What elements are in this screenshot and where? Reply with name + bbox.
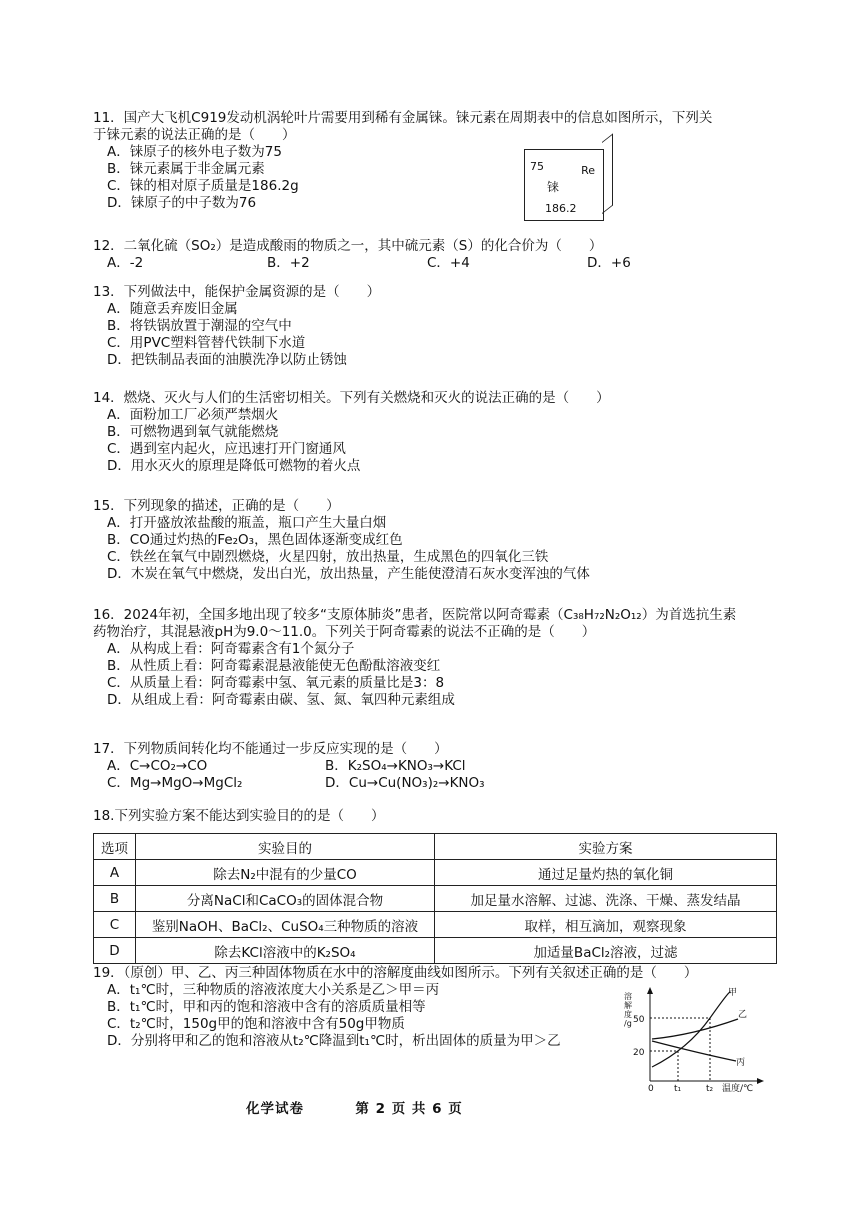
option-a: A．C→CO₂→CO	[107, 758, 208, 774]
question-stem: 于铼元素的说法正确的是（ ）	[93, 127, 296, 143]
cell-purpose: 除去N₂中混有的少量CO	[136, 860, 435, 886]
question-stem: 11．国产大飞机C919发动机涡轮叶片需要用到稀有金属铼。铼元素在周期表中的信息如图所示，下列关	[93, 110, 713, 126]
question-17	[93, 741, 773, 792]
option-b: B．CO通过灼热的Fe₂O₃，黑色固体逐渐变成红色	[107, 532, 403, 548]
option-c: C．Mg→MgO→MgCl₂	[107, 775, 243, 791]
question-13	[93, 284, 773, 369]
question-stem: 18.下列实验方案不能达到实验目的的是（ ）	[93, 808, 385, 824]
subject-label: 化学试卷	[246, 1101, 304, 1117]
option-b: B．将铁锅放置于潮湿的空气中	[107, 318, 292, 334]
option-c: C．铼的相对原子质量是186.2g	[107, 178, 299, 194]
question-stem: 15．下列现象的描述，正确的是（ ）	[93, 498, 340, 514]
cell-purpose: 分离NaCl和CaCO₃的固体混合物	[136, 886, 435, 912]
option-c: C．t₂℃时，150g甲的饱和溶液中含有50g甲物质	[107, 1016, 405, 1032]
question-15	[93, 498, 773, 583]
y-tick-20: 20	[633, 1048, 645, 1058]
cell-purpose: 鉴别NaOH、BaCl₂、CuSO₄三种物质的溶液	[136, 912, 435, 938]
page-footer	[246, 1097, 463, 1117]
page-number: 第 2 页 共 6 页	[355, 1101, 463, 1117]
option-b: B．K₂SO₄→KNO₃→KCl	[325, 758, 466, 774]
header-purpose: 实验目的	[136, 834, 435, 860]
table-row	[94, 938, 777, 964]
option-b: B．t₁℃时，甲和丙的饱和溶液中含有的溶质质量相等	[107, 999, 426, 1015]
header-option: 选项	[94, 834, 136, 860]
element-name: 铼	[547, 180, 560, 194]
question-stem: 17．下列物质间转化均不能通过一步反应实现的是（ ）	[93, 741, 448, 757]
y-axis-label: 溶解度/g	[624, 992, 632, 1028]
option-d: D．Cu→Cu(NO₃)₂→KNO₃	[325, 775, 485, 791]
question-18	[93, 808, 773, 825]
solubility-curve-graph	[618, 985, 768, 1093]
option-b: B．从性质上看：阿奇霉素混悬液能使无色酚酞溶液变红	[107, 658, 441, 674]
x-axis-label: 温度/℃	[722, 1084, 754, 1093]
table-row	[94, 912, 777, 938]
option-c: C．用PVC塑料管替代铁制下水道	[107, 335, 306, 351]
experiment-table	[93, 833, 777, 964]
question-16	[93, 607, 773, 709]
option-d: D．从组成上看：阿奇霉素由碳、氢、氮、氧四种元素组成	[107, 692, 455, 708]
cell-plan: 加适量BaCl₂溶液，过滤	[435, 938, 777, 964]
cell-plan: 加足量水溶解、过滤、洗涤、干燥、蒸发结晶	[435, 886, 777, 912]
table-row	[94, 886, 777, 912]
element-symbol: Re	[581, 164, 595, 177]
option-a: A．面粉加工厂必须严禁烟火	[107, 407, 279, 423]
option-d: D．+6	[587, 255, 631, 271]
atomic-number: 75	[530, 160, 544, 173]
x-axis-arrow	[757, 1078, 764, 1084]
y-tick-50: 50	[633, 1015, 645, 1025]
curve-jia	[652, 992, 730, 1067]
x-tick-t1: t₁	[674, 1084, 682, 1093]
option-a: A．打开盛放浓盐酸的瓶盖，瓶口产生大量白烟	[107, 515, 387, 531]
x-tick-0: 0	[648, 1084, 654, 1093]
question-stem: 16．2024年初，全国多地出现了较多“支原体肺炎”患者，医院常以阿奇霉素（C₃₈H₇₂N₂O₁₂）为首选抗生素	[93, 607, 737, 623]
cell-purpose: 除去KCl溶液中的K₂SO₄	[136, 938, 435, 964]
y-axis-arrow	[647, 987, 653, 994]
option-a: A．-2	[107, 255, 144, 271]
option-a: A．铼原子的核外电子数为75	[107, 144, 282, 160]
option-d: D．分别将甲和乙的饱和溶液从t₂℃降温到t₁℃时，析出固体的质量为甲＞乙	[107, 1033, 561, 1049]
cell-plan: 取样，相互滴加，观察现象	[435, 912, 777, 938]
option-b: B．铼元素属于非金属元素	[107, 161, 265, 177]
cell-option: B	[94, 886, 136, 912]
question-stem: 14．燃烧、灭火与人们的生活密切相关。下列有关燃烧和灭火的说法正确的是（ ）	[93, 390, 610, 406]
series-label-jia: 甲	[728, 988, 738, 998]
table-header-row	[94, 834, 777, 860]
question-11	[93, 110, 773, 212]
question-14	[93, 390, 773, 475]
option-c: C．+4	[427, 255, 470, 271]
curve-bing	[652, 1041, 736, 1061]
series-label-bing: 丙	[736, 1058, 746, 1068]
option-c: C．铁丝在氧气中剧烈燃烧，火星四射，放出热量，生成黑色的四氧化三铁	[107, 549, 549, 565]
question-stem: 12．二氧化硫（SO₂）是造成酸雨的物质之一，其中硫元素（S）的化合价为（ ）	[93, 238, 603, 254]
x-tick-t2: t₂	[706, 1084, 714, 1093]
atomic-mass: 186.2	[545, 202, 577, 215]
option-c: C．从质量上看：阿奇霉素中氢、氧元素的质量比是3：8	[107, 675, 445, 691]
cell-plan: 通过足量灼热的氧化铜	[435, 860, 777, 886]
option-a: A．随意丢弃废旧金属	[107, 301, 238, 317]
option-a: A．从构成上看：阿奇霉素含有1个氮分子	[107, 641, 355, 657]
header-plan: 实验方案	[435, 834, 777, 860]
option-d: D．木炭在氧气中燃烧，发出白光，放出热量，产生能使澄清石灰水变浑浊的气体	[107, 566, 590, 582]
question-12	[93, 238, 773, 272]
series-label-yi: 乙	[738, 1010, 748, 1020]
table-row	[94, 860, 777, 886]
option-c: C．遇到室内起火，应迅速打开门窗通风	[107, 441, 346, 457]
option-b: B．可燃物遇到氧气就能燃烧	[107, 424, 279, 440]
option-a: A．t₁℃时，三种物质的溶液浓度大小关系是乙＞甲＝丙	[107, 982, 440, 998]
cell-option: C	[94, 912, 136, 938]
option-d: D．用水灭火的原理是降低可燃物的着火点	[107, 458, 361, 474]
cell-option: A	[94, 860, 136, 886]
question-stem: 13．下列做法中，能保护金属资源的是（ ）	[93, 284, 381, 300]
cell-option: D	[94, 938, 136, 964]
element-card-rhenium	[524, 149, 604, 221]
option-d: D．铼原子的中子数为76	[107, 195, 257, 211]
option-d: D．把铁制品表面的油膜洗净以防止锈蚀	[107, 352, 347, 368]
question-stem: 药物治疗，其混悬液pH为9.0～11.0。下列关于阿奇霉素的说法不正确的是（ ）	[93, 624, 596, 640]
question-stem: 19．（原创）甲、乙、丙三种固体物质在水中的溶解度曲线如图所示。下列有关叙述正确的是（ ）	[93, 965, 698, 981]
option-b: B．+2	[267, 255, 310, 271]
